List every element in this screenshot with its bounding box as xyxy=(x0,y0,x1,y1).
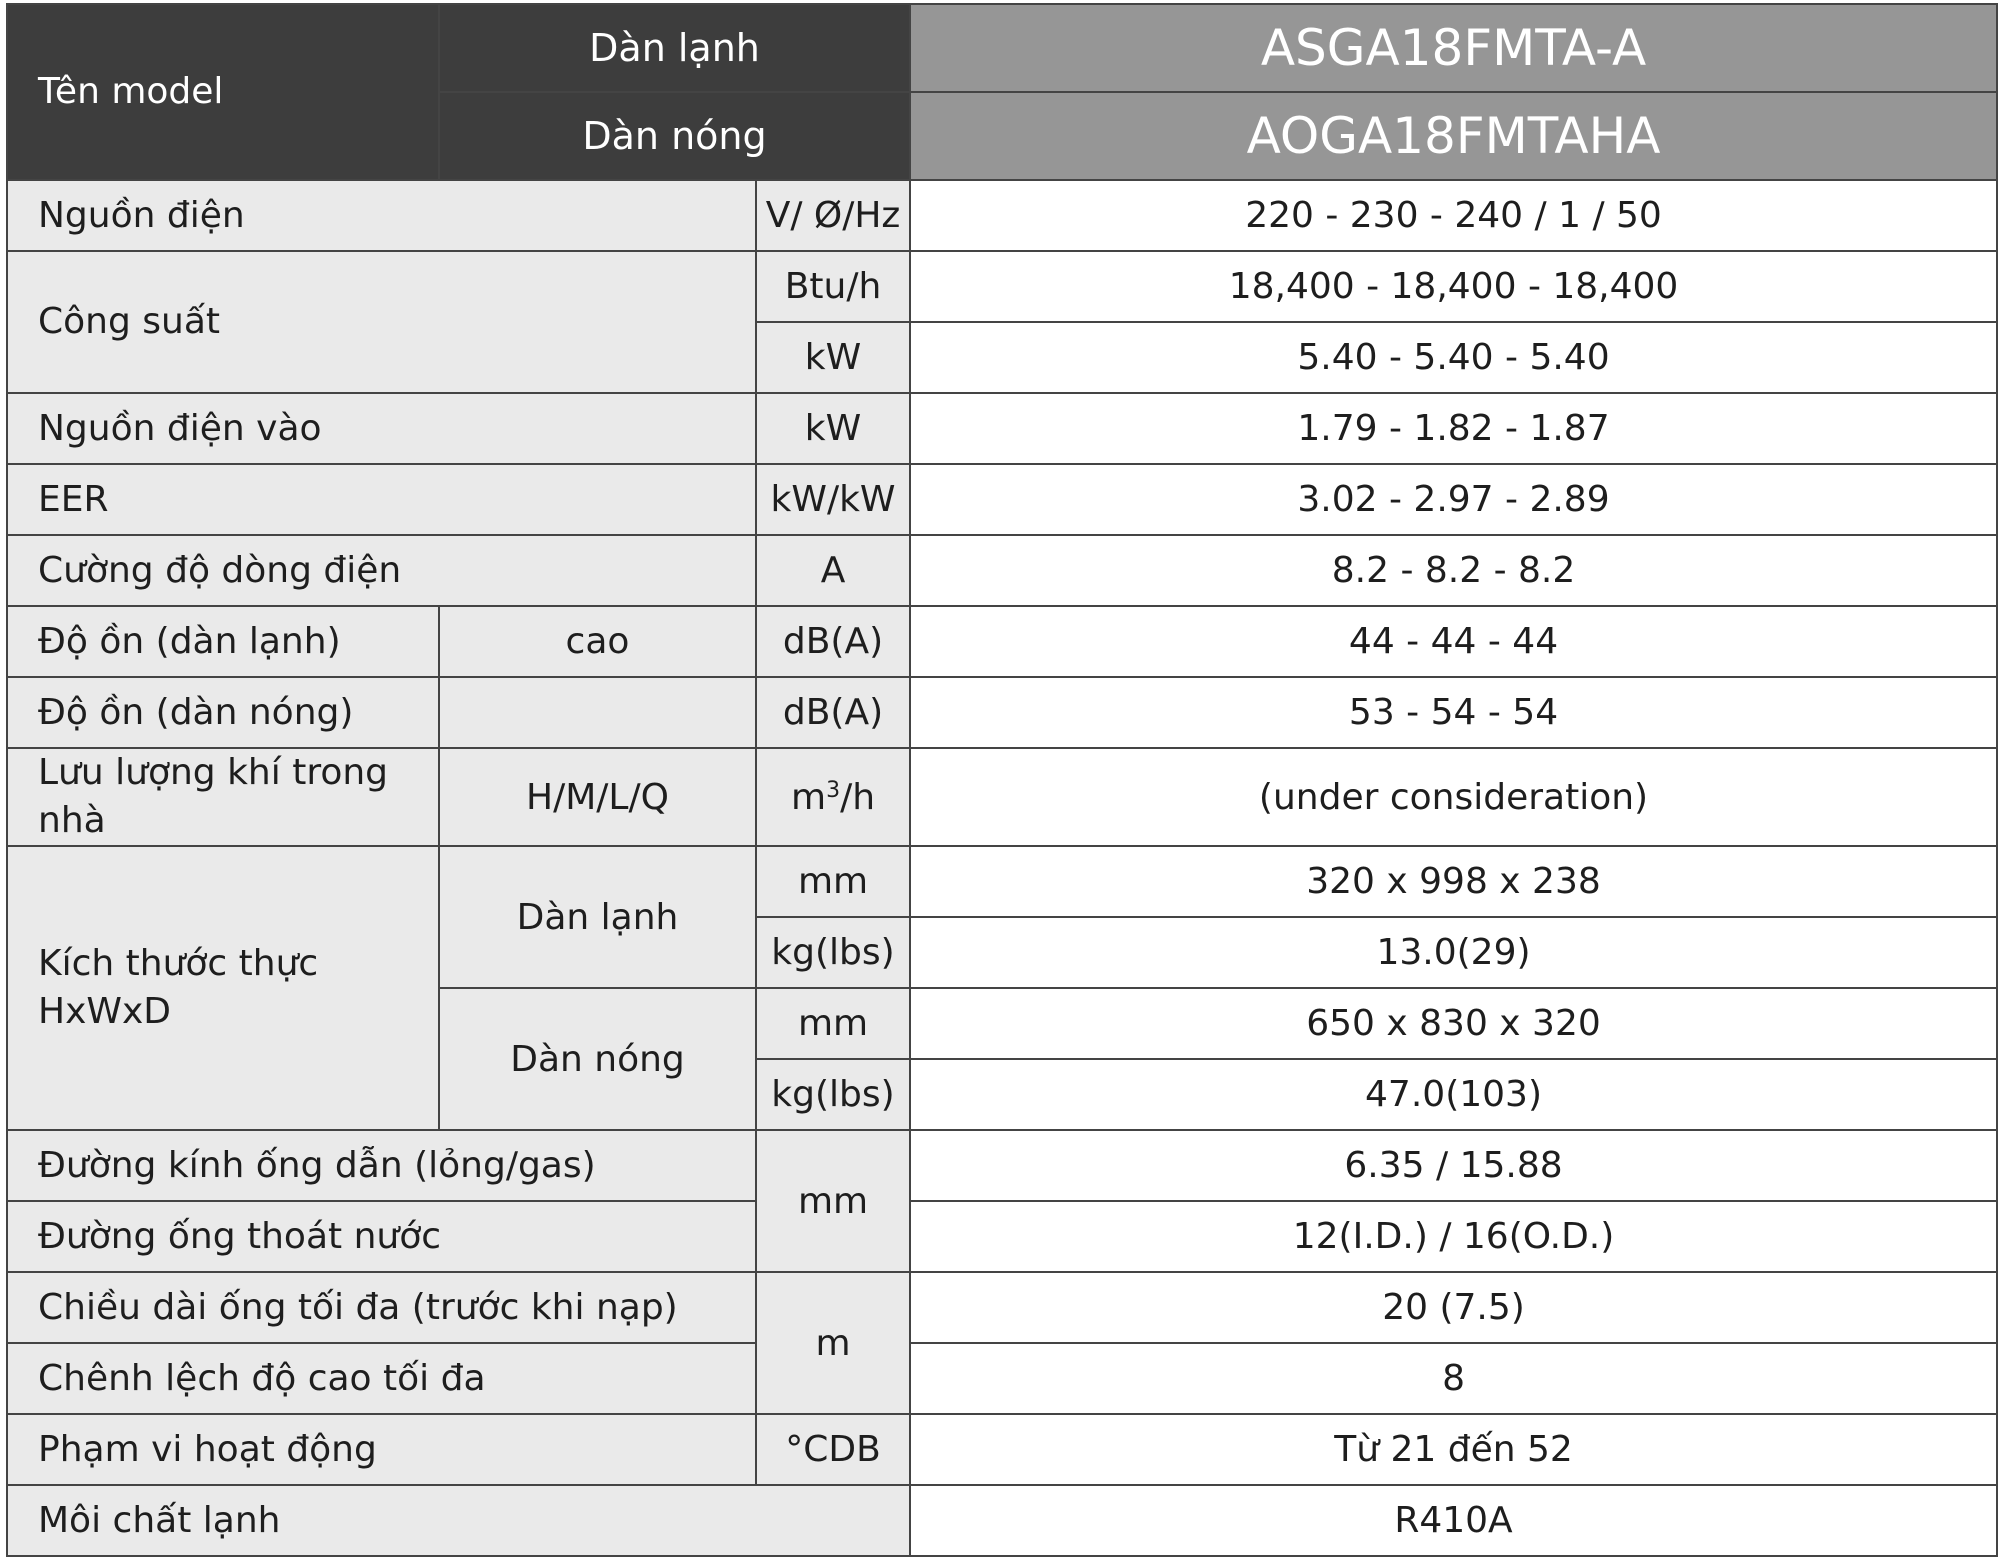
capacity-btu-unit: Btu/h xyxy=(756,251,910,322)
current-label: Cường độ dòng điện xyxy=(7,535,756,606)
row-eer xyxy=(7,464,1997,535)
noise-outdoor-level xyxy=(439,677,756,748)
airflow-unit-exponent: 3 xyxy=(826,777,841,803)
dimensions-outdoor-size-value: 650 x 830 x 320 xyxy=(910,988,1997,1059)
airflow-label: Lưu lượng khí trong nhà xyxy=(7,748,439,846)
eer-unit: kW/kW xyxy=(756,464,910,535)
row-current xyxy=(7,535,1997,606)
row-capacity-btu xyxy=(7,251,1997,322)
row-noise-outdoor xyxy=(7,677,1997,748)
noise-indoor-value: 44 - 44 - 44 xyxy=(910,606,1997,677)
length-unit: m xyxy=(756,1272,910,1414)
current-unit: A xyxy=(756,535,910,606)
header-row-indoor xyxy=(7,4,1997,92)
refrigerant-label: Môi chất lạnh xyxy=(7,1485,910,1556)
dimensions-indoor-size-unit: mm xyxy=(756,846,910,917)
dimensions-outdoor-size-unit: mm xyxy=(756,988,910,1059)
operating-range-label: Phạm vi hoạt động xyxy=(7,1414,756,1485)
row-drain-pipe xyxy=(7,1201,1997,1272)
eer-label: EER xyxy=(7,464,756,535)
max-height-label: Chênh lệch độ cao tối đa xyxy=(7,1343,756,1414)
row-dim-indoor-size xyxy=(7,846,1997,917)
max-length-value: 20 (7.5) xyxy=(910,1272,1997,1343)
capacity-label: Công suất xyxy=(7,251,756,393)
noise-indoor-level: cao xyxy=(439,606,756,677)
capacity-kw-value: 5.40 - 5.40 - 5.40 xyxy=(910,322,1997,393)
max-length-label: Chiều dài ống tối đa (trước khi nạp) xyxy=(7,1272,756,1343)
spec-sheet xyxy=(6,3,1996,1543)
noise-outdoor-unit: dB(A) xyxy=(756,677,910,748)
row-max-height xyxy=(7,1343,1997,1414)
pipe-diameter-label: Đường kính ống dẫn (lỏng/gas) xyxy=(7,1130,756,1201)
noise-outdoor-value: 53 - 54 - 54 xyxy=(910,677,1997,748)
noise-indoor-unit: dB(A) xyxy=(756,606,910,677)
current-value: 8.2 - 8.2 - 8.2 xyxy=(910,535,1997,606)
outdoor-unit-label: Dàn nóng xyxy=(439,92,910,180)
operating-range-value: Từ 21 đến 52 xyxy=(910,1414,1997,1485)
spec-table xyxy=(6,3,1998,1557)
indoor-unit-label: Dàn lạnh xyxy=(439,4,910,92)
refrigerant-value: R410A xyxy=(910,1485,1997,1556)
row-noise-indoor xyxy=(7,606,1997,677)
dimensions-indoor-label: Dàn lạnh xyxy=(439,846,756,988)
capacity-btu-value: 18,400 - 18,400 - 18,400 xyxy=(910,251,1997,322)
power-supply-unit: V/ Ø/Hz xyxy=(756,180,910,251)
pipe-unit: mm xyxy=(756,1130,910,1272)
power-input-label: Nguồn điện vào xyxy=(7,393,756,464)
pipe-diameter-value: 6.35 / 15.88 xyxy=(910,1130,1997,1201)
dimensions-indoor-weight-value: 13.0(29) xyxy=(910,917,1997,988)
airflow-unit xyxy=(756,748,910,846)
dimensions-outdoor-weight-unit: kg(lbs) xyxy=(756,1059,910,1130)
noise-indoor-label: Độ ồn (dàn lạnh) xyxy=(7,606,439,677)
power-supply-label: Nguồn điện xyxy=(7,180,756,251)
eer-value: 3.02 - 2.97 - 2.89 xyxy=(910,464,1997,535)
dimensions-indoor-weight-unit: kg(lbs) xyxy=(756,917,910,988)
row-airflow xyxy=(7,748,1997,846)
row-max-length xyxy=(7,1272,1997,1343)
drain-pipe-value: 12(I.D.) / 16(O.D.) xyxy=(910,1201,1997,1272)
airflow-unit-rest: /h xyxy=(840,776,876,818)
operating-range-unit: °CDB xyxy=(756,1414,910,1485)
dimensions-label xyxy=(7,846,439,1130)
row-pipe-diameter xyxy=(7,1130,1997,1201)
max-height-value: 8 xyxy=(910,1343,1997,1414)
dimensions-label-line1: Kích thước thực xyxy=(38,943,319,984)
dimensions-outdoor-label: Dàn nóng xyxy=(439,988,756,1130)
power-input-unit: kW xyxy=(756,393,910,464)
power-input-value: 1.79 - 1.82 - 1.87 xyxy=(910,393,1997,464)
airflow-unit-base: m xyxy=(790,776,827,818)
noise-outdoor-label: Độ ồn (dàn nóng) xyxy=(7,677,439,748)
model-label: Tên model xyxy=(7,4,439,180)
dimensions-outdoor-weight-value: 47.0(103) xyxy=(910,1059,1997,1130)
row-power-input xyxy=(7,393,1997,464)
airflow-value: (under consideration) xyxy=(910,748,1997,846)
power-supply-value: 220 - 230 - 240 / 1 / 50 xyxy=(910,180,1997,251)
drain-pipe-label: Đường ống thoát nước xyxy=(7,1201,756,1272)
row-operating-range xyxy=(7,1414,1997,1485)
indoor-model-name: ASGA18FMTA-A xyxy=(910,4,1997,92)
capacity-kw-unit: kW xyxy=(756,322,910,393)
dimensions-indoor-size-value: 320 x 998 x 238 xyxy=(910,846,1997,917)
airflow-speeds: H/M/L/Q xyxy=(439,748,756,846)
outdoor-model-name: AOGA18FMTAHA xyxy=(910,92,1997,180)
row-power-supply xyxy=(7,180,1997,251)
row-refrigerant xyxy=(7,1485,1997,1556)
dimensions-label-line2: HxWxD xyxy=(38,991,171,1032)
